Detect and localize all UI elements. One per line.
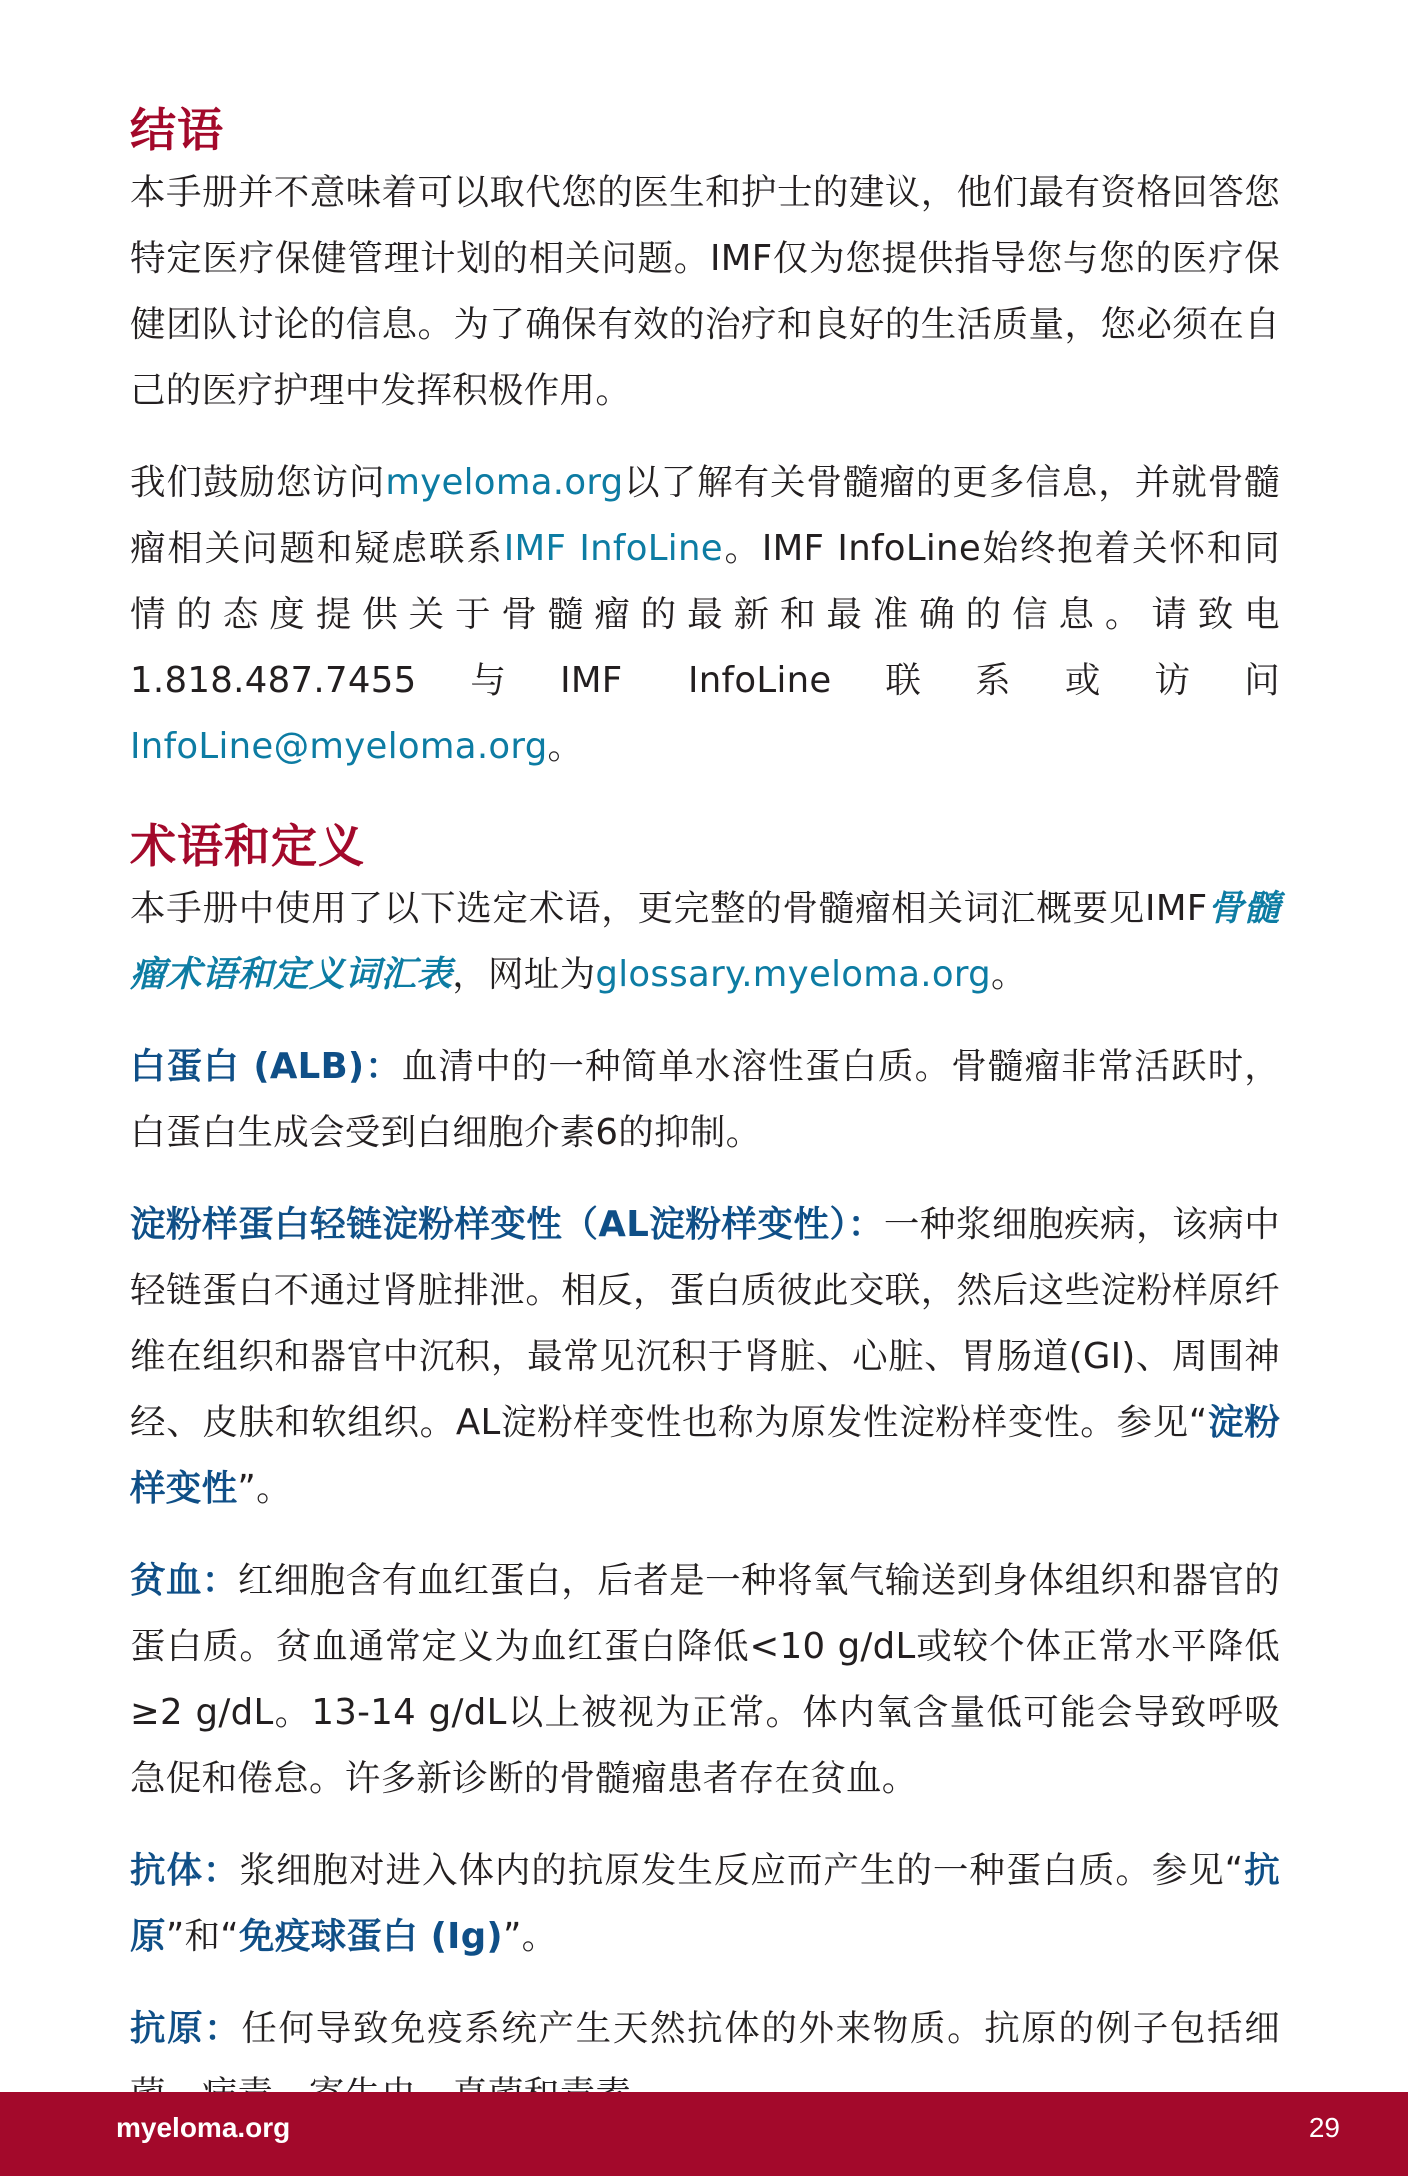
- term-label: 淀粉样蛋白轻链淀粉样变性（AL淀粉样变性）：: [130, 1204, 884, 1245]
- page-footer: [0, 2092, 1408, 2176]
- conclusion-paragraph-1: 本手册并不意味着可以取代您的医生和护士的建议，他们最有资格回答您特定医疗保健管理计划的相关问题。IMF仅为您提供指导您与您的医疗保健团队讨论的信息。为了确保有效的治疗和良好的生活质量，您必须在自己的医疗护理中发挥积极作用。: [130, 172, 1280, 411]
- infoline-email-link[interactable]: InfoLine@myeloma.org: [130, 726, 548, 767]
- footer-website[interactable]: myeloma.org: [116, 2112, 291, 2143]
- term-label: 贫血：: [130, 1560, 238, 1601]
- term-definition: 浆细胞对进入体内的抗原发生反应而产生的一种蛋白质。参见“: [239, 1850, 1244, 1891]
- term-reference-link[interactable]: 免疫球蛋白 (Ig): [239, 1916, 503, 1957]
- glossary-title-link[interactable]: 骨髓瘤术语和定义词汇表: [130, 888, 1280, 995]
- term-definition: 血清中的一种简单水溶性蛋白质。骨髓瘤非常活跃时，白蛋白生成会受到白细胞介素6的抑制。: [130, 1046, 1281, 1153]
- myeloma-org-link[interactable]: myeloma.org: [385, 462, 624, 503]
- term-label: 抗体：: [130, 1850, 240, 1891]
- glossary-url-link[interactable]: glossary.myeloma.org: [595, 954, 991, 995]
- glossary-entry-anemia: [130, 1548, 1280, 1812]
- term-definition: 红细胞含有血红蛋白，后者是一种将氧气输送到身体组织和器官的蛋白质。贫血通常定义为血红蛋白降低<10 g/dL或较个体正常水平降低≥2 g/dL。13-14 g/dL以上被视为正常。体内氧含量低可能会导致呼吸急促和倦怠。许多新诊断的骨髓瘤患者存在贫血。: [130, 1560, 1280, 1799]
- glossary-entry-albumin: [130, 1034, 1280, 1166]
- page-number: 29: [1308, 2112, 1340, 2143]
- page-content: [130, 100, 1280, 2128]
- term-label: 白蛋白 (ALB)：: [130, 1046, 402, 1087]
- glossary-heading: 术语和定义: [130, 819, 365, 873]
- term-reference-link[interactable]: 淀粉样变性: [130, 1402, 1280, 1509]
- glossary-intro: 本手册中使用了以下选定术语，更完整的骨髓瘤相关词汇概要见IMF骨髓瘤术语和定义词汇表，网址为glossary.myeloma.org。: [130, 888, 1280, 995]
- term-definition: 一种浆细胞疾病，该病中轻链蛋白不通过肾脏排泄。相反，蛋白质彼此交联，然后这些淀粉样原纤维在组织和器官中沉积，最常见沉积于肾脏、心脏、胃肠道(GI)、周围神经、皮肤和软组织。AL淀粉样变性也称为原发性淀粉样变性。参见“: [130, 1204, 1280, 1443]
- conclusion-paragraph-2: 我们鼓励您访问myeloma.org以了解有关骨髓瘤的更多信息，并就骨髓瘤相关问题和疑虑联系IMF InfoLine。IMF InfoLine始终抱着关怀和同情的态度提供关于骨髓瘤的最新和最准确的信息。请致电1.818.487.7455与IMF InfoLine联系或访问InfoLine@myeloma.org。: [130, 462, 1280, 767]
- glossary-entry-al-amyloidosis: 淀粉样蛋白轻链淀粉样变性（AL淀粉样变性）：一种浆细胞疾病，该病中轻链蛋白不通过肾脏排泄。相反，蛋白质彼此交联，然后这些淀粉样原纤维在组织和器官中沉积，最常见沉积于肾脏、心脏、胃肠道(GI)、周围神经、皮肤和软组织。AL淀粉样变性也称为原发性淀粉样变性。参见“淀粉样变性”。: [130, 1204, 1280, 1509]
- glossary-entry-antibody: 抗体：浆细胞对进入体内的抗原发生反应而产生的一种蛋白质。参见“抗原”和“免疫球蛋白 (Ig)”。: [130, 1850, 1280, 1957]
- conclusion-heading: 结语: [130, 103, 224, 157]
- term-label: 抗原：: [130, 2008, 242, 2049]
- term-reference-link[interactable]: 抗原: [130, 1850, 1280, 1957]
- imf-infoline-link[interactable]: IMF InfoLine: [503, 528, 723, 569]
- term-definition: 任何导致免疫系统产生天然抗体的外来物质。抗原的例子包括细: [241, 2008, 1280, 2049]
